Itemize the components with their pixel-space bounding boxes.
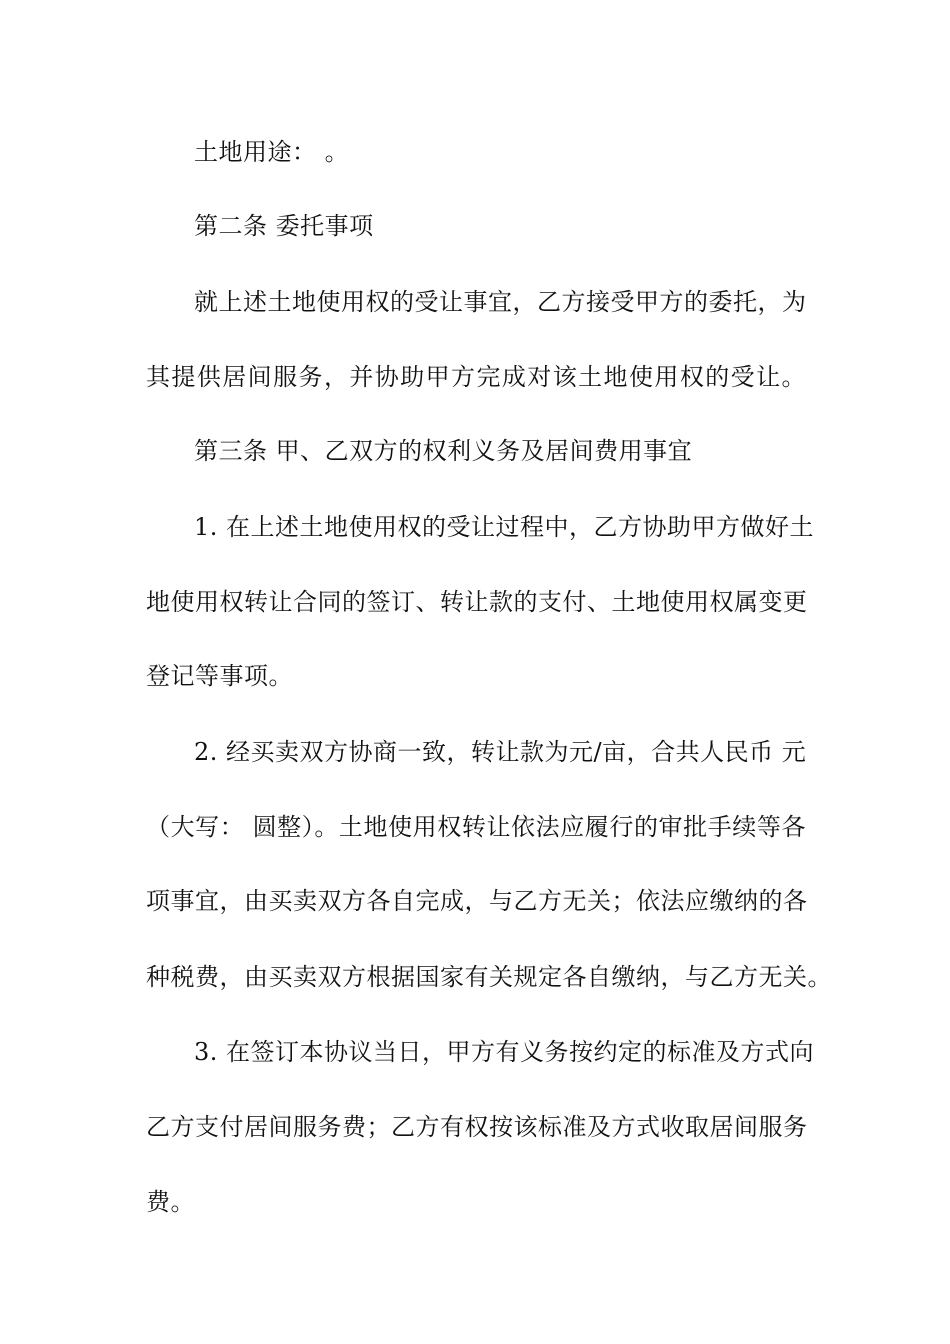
article-2-heading: 第二条 委托事项 — [194, 212, 374, 240]
paragraph-line: 2. 经买卖双方协商一致，转让款为元/亩，合共人民币 元 — [194, 738, 807, 766]
paragraph-line: 其提供居间服务，并协助甲方完成对该土地使用权的受让。 — [146, 363, 806, 391]
paragraph-line: （大写： 圆整）。土地使用权转让依法应履行的审批手续等各 — [146, 813, 806, 841]
paragraph-line: 地使用权转让合同的签订、转让款的支付、土地使用权属变更 — [146, 588, 808, 616]
paragraph-line: 就上述土地使用权的受让事宜，乙方接受甲方的委托，为 — [194, 288, 807, 316]
paragraph-line: 3. 在签订本协议当日，甲方有义务按约定的标准及方式向 — [194, 1038, 815, 1066]
article-3-heading: 第三条 甲、乙双方的权利义务及居间费用事宜 — [194, 437, 693, 465]
land-use-line: 土地用途： 。 — [194, 138, 350, 166]
paragraph-line: 登记等事项。 — [146, 662, 293, 690]
paragraph-line: 1. 在上述土地使用权的受让过程中，乙方协助甲方做好土 — [194, 513, 815, 541]
paragraph-line: 项事宜，由买卖双方各自完成，与乙方无关；依法应缴纳的各 — [146, 887, 808, 915]
paragraph-line: 种税费，由买卖双方根据国家有关规定各自缴纳，与乙方无关。 — [146, 963, 832, 991]
paragraph-line: 乙方支付居间服务费；乙方有权按该标准及方式收取居间服务 — [146, 1113, 808, 1141]
paragraph-line: 费。 — [146, 1188, 195, 1216]
